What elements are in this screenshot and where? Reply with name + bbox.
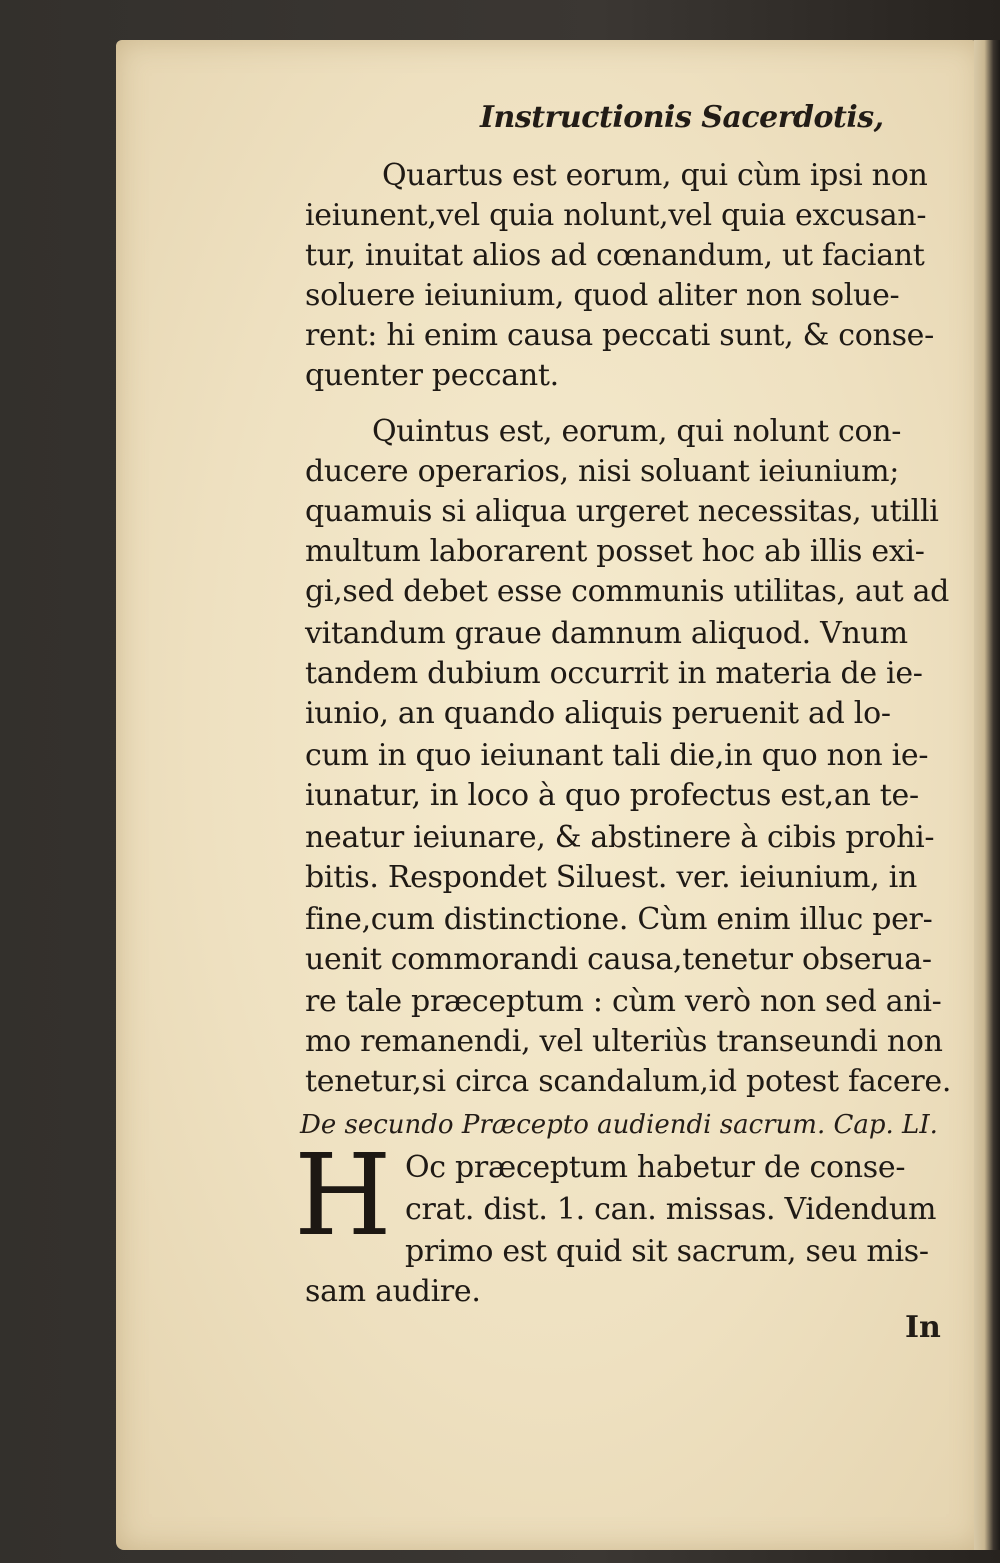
text-line: gi,sed debet esse communis utilitas, aut ad <box>305 574 950 609</box>
text-line: sam audire. <box>305 1274 481 1309</box>
catchword: In <box>905 1310 941 1345</box>
text-line: fine,cum distinctione. Cùm enim illuc per- <box>305 902 933 937</box>
text-line: rent: hi enim causa peccati sunt, & conse- <box>305 318 934 353</box>
text-line: cum in quo ieiunant tali die,in quo non ie- <box>305 738 929 773</box>
text-line: iunatur, in loco à quo profectus est,an te- <box>305 778 919 813</box>
text-line: Oc præceptum habetur de conse- <box>405 1150 906 1185</box>
drop-cap-initial: H <box>294 1131 392 1261</box>
text-line: tenetur,si circa scandalum,id potest facere. <box>305 1064 952 1099</box>
text-line: tur, inuitat alios ad cœnandum, ut faciant <box>305 238 925 273</box>
text-line: soluere ieiunium, quod aliter non solue- <box>305 278 900 313</box>
text-line: quamuis si aliqua urgeret necessitas, utilli <box>305 494 939 529</box>
text-line: primo est quid sit sacrum, seu mis- <box>405 1234 929 1269</box>
text-line: bitis. Respondet Siluest. ver. ieiunium, in <box>305 860 917 895</box>
text-line: Quartus est eorum, qui cùm ipsi non <box>382 158 928 193</box>
text-line: tandem dubium occurrit in materia de ie- <box>305 656 923 691</box>
text-line: uenit commorandi causa,tenetur obserua- <box>305 942 932 977</box>
text-line: ieiunent,vel quia nolunt,vel quia excusan- <box>305 198 927 233</box>
text-line: mo remanendi, vel ulteriùs transeundi non <box>305 1024 943 1059</box>
text-line: iunio, an quando aliquis peruenit ad lo- <box>305 696 891 731</box>
text-line: multum laborarent posset hoc ab illis exi- <box>305 534 925 569</box>
chapter-heading: De secundo Præcepto audiendi sacrum. Cap. LI. <box>300 1110 938 1140</box>
running-head: Instructionis Sacerdotis, <box>480 100 884 135</box>
text-line: Quintus est, eorum, qui nolunt con- <box>372 414 902 449</box>
page-edge <box>974 40 1000 1550</box>
text-line: re tale præceptum : cùm verò non sed ani- <box>305 984 942 1019</box>
text-line: vitandum graue damnum aliquod. Vnum <box>305 616 908 651</box>
text-line: crat. dist. 1. can. missas. Videndum <box>405 1192 937 1227</box>
text-line: ducere operarios, nisi soluant ieiunium; <box>305 454 900 489</box>
text-line: neatur ieiunare, & abstinere à cibis prohi- <box>305 820 935 855</box>
text-line: quenter peccant. <box>305 358 559 393</box>
